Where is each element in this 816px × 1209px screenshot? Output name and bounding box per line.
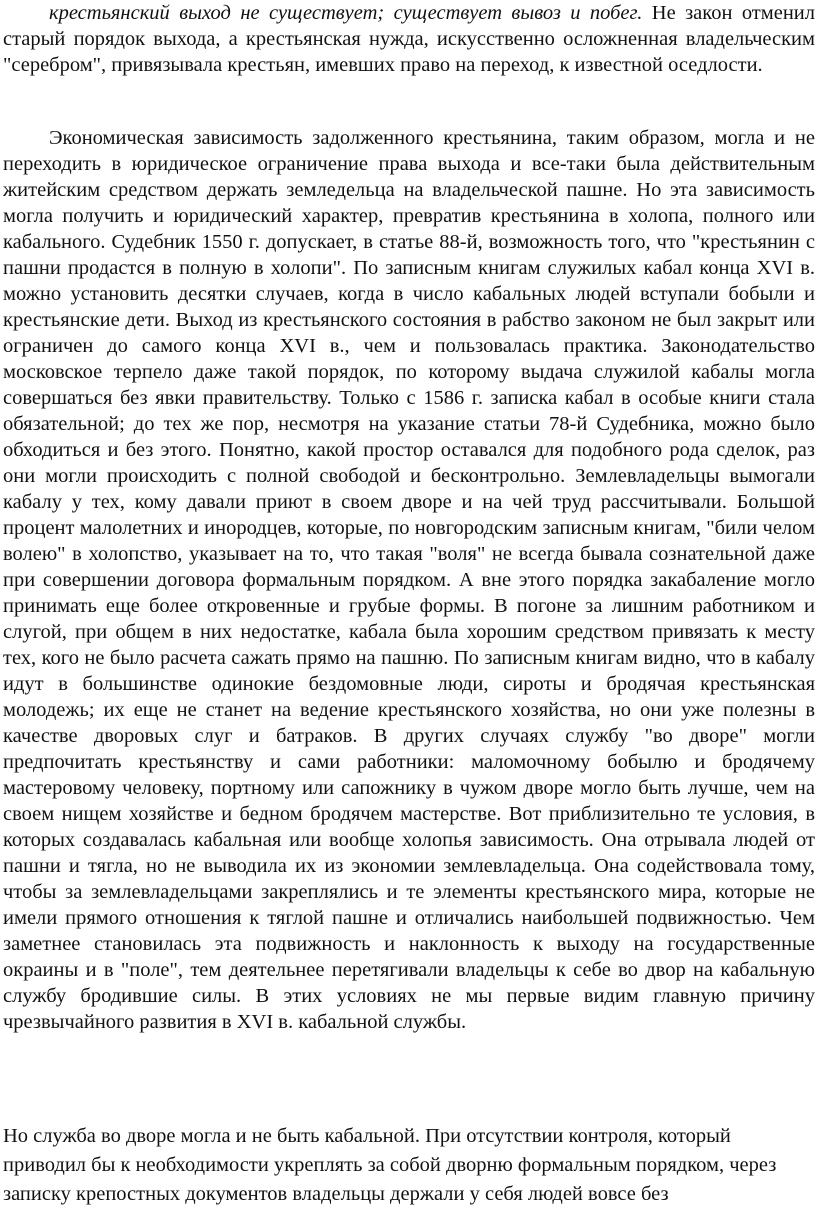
paragraph-1-italic-lead: крестьянский выход не существует; существует вывоз и побег. [49, 2, 643, 24]
paragraph-3: Но служба во дворе могла и не быть кабальной. При отсутствии контроля, который приводил бы к необходимости укреплять за собой дворню формальным порядком, через записку крепостных документов владельцы держали у себя людей вовсе без [3, 1125, 777, 1205]
paragraph-2: Экономическая зависимость задолженного крестьянина, таким образом, могла и не переходить в юридическое ограничение права выхода и все-таки была действительным житейским средством держать земледельца на владельческой пашне. Но эта зависимость могла получить и юридический характер, превратив крестьянина в холопа, полного или кабального. Судебник 1550 г. допускает, в статье 88-й, возможность того, что "крестьянин с пашни продастся в полную в холопи". По записным книгам служилых кабал конца XVI в. можно установить десятки случаев, когда в число кабальных людей вступали бобыли и крестьянские дети. Выход из крестьянского состояния в рабство законом не был закрыт или ограничен до самого конца XVI в., чем и пользовалась практика. Законодательство московское терпело даже такой порядок, по которому выдача служилой кабалы могла совершаться без явки правительству. Только с 1586 г. записка кабал в особые книги стала обязательной; до тех же пор, несмотря на указание статьи 78-й Судебника, можно было обходиться и без этого. Понятно, какой простор оставался для подобного рода сделок, раз они могли происходить с полной свободой и бесконтрольно. Землевладельцы вымогали кабалу у тех, кому давали приют в своем дворе и на чей труд рассчитывали. Большой процент малолетних и инородцев, которые, по новгородским записным книгам, "били челом волею" в холопство, указывает на то, что такая "воля" не всегда бывала сознательной даже при совершении договора формальным порядком. А вне этого порядка закабаление могло принимать еще более откровенные и грубые формы. В погоне за лишним работником и слугой, при общем в них недостатке, кабала была хорошим средством привязать к месту тех, кого не было расчета сажать прямо на пашню. По записным книгам видно, что в кабалу идут в большинстве одинокие бездомовные люди, сироты и бродячая крестьянская молодежь; их еще не станет на ведение крестьянского хозяйства, но они уже полезны в качестве дворовых слуг и батраков. В других случаях службу "во дворе" могли предпочитать крестьянству и сами работники: маломочному бобылю и бродячему мастеровому человеку, портному или сапожнику в чужом дворе могло быть лучше, чем на своем нищем хозяйстве и бедном бродячем мастерстве. Вот приблизительно те условия, в которых создавалась кабальная или вообще холопья зависимость. Она отрывала людей от пашни и тягла, но не выводила их из экономии землевладельца. Она содействовала тому, чтобы за землевладельцами закреплялись и те элементы крестьянского мира, которые не имели прямого отношения к тяглой пашне и отличались наибольшей подвижностью. Чем заметнее становилась эта подвижность и наклонность к выходу на государственные окраины и в "поле", тем деятельнее перетягивали владельцы к себе во двор на кабальную службу бродившие силы. В этих условиях не мы первые видим главную причину чрезвычайного развития в XVI в. кабальной службы. [3, 127, 815, 1033]
paragraph-1-text: Не закон отменил старый порядок выхода, а крестьянская нужда, искусственно осложненная владельческим "серебром", привязывала крестьян, имевших право на переход, к известной оседлости. [3, 2, 816, 76]
paragraph-1 [3, 0, 815, 78]
